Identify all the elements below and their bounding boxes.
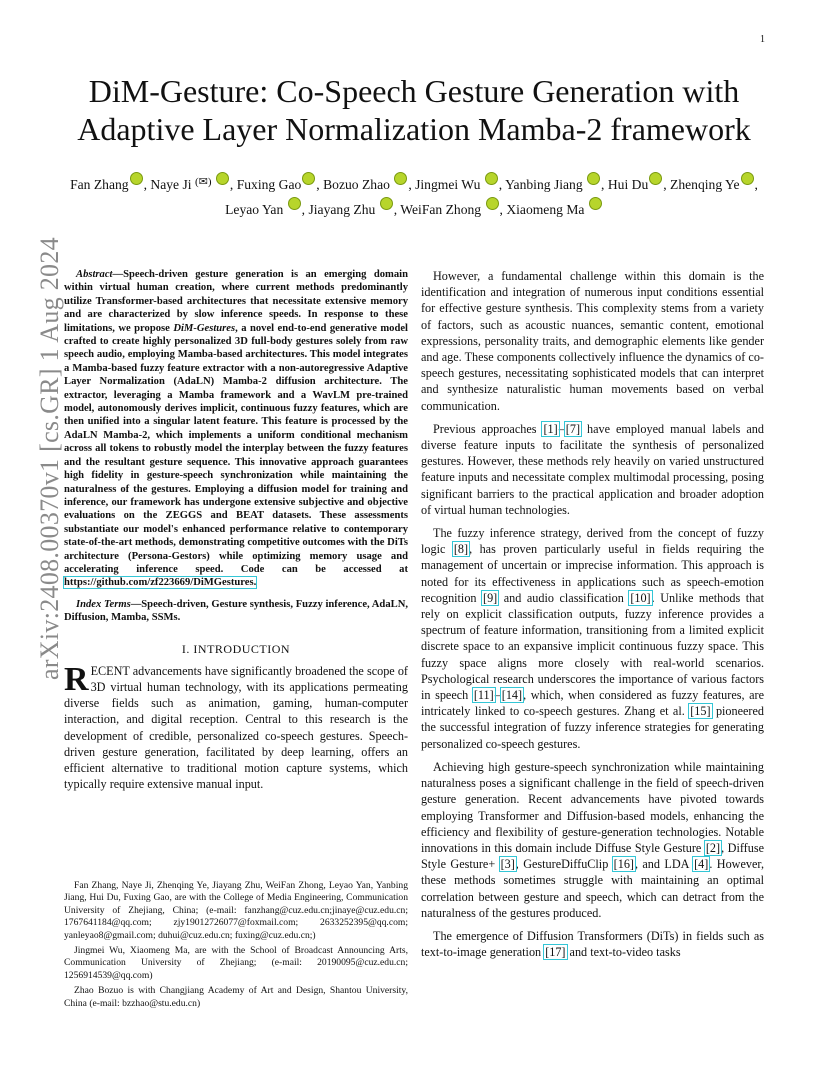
orcid-icon[interactable] [649, 172, 662, 185]
author-name: Xiaomeng Ma [506, 202, 585, 217]
paragraph: Previous approaches [1]–[7] have employed manual labels and diverse feature inputs to facilitate the synthesis of personalized gestures. However, these methods rely heavily on varied unstructured feature inputs and necessitate complex multimodal processing, posing significant barriers to the practical application and broader adoption of virtual human technologies. [421, 421, 764, 517]
citation-link[interactable]: [15] [690, 704, 711, 719]
orcid-icon[interactable] [589, 197, 602, 210]
arxiv-identifier[interactable]: arXiv:2408.00370v1 [cs.GR] 1 Aug 2024 [35, 237, 64, 680]
footnote: Fan Zhang, Naye Ji, Zhenqing Ye, Jiayang Zhu, WeiFan Zhong, Leyao Yan, Yanbing Jiang, Hui Du, Fuxing Gao, are with the College of Media Engineering, Communication University of Zhejiang, China; (e-mail: fanzhang@cuz.edu.cn;jinaye@cuz.edu.cn; 1767641184@qq.com; zjy19012726077@foxmail.com; 2633252395@qq.com; yanleyao8@gmail.com; duhui@cuz.edu.cn; fuxing@cuz.edu.cn;) [64, 880, 408, 941]
envelope-icon: (✉) [194, 176, 212, 188]
orcid-icon[interactable] [485, 172, 498, 185]
paper-title [60, 72, 768, 148]
orcid-icon[interactable] [130, 172, 143, 185]
title-line-1: DiM-Gesture: Co-Speech Gesture Generation with [88, 73, 740, 109]
author-name: Naye Ji [150, 177, 192, 192]
footnotes [64, 880, 408, 1013]
author-name: Yanbing Jiang [505, 177, 583, 192]
page-number: 1 [760, 34, 765, 45]
paragraph: The emergence of Diffusion Transformers (DiTs) in fields such as text-to-image generation [17] and text-to-video tasks [421, 928, 764, 960]
citation-link[interactable]: [1] [543, 421, 558, 436]
left-column [64, 268, 408, 799]
orcid-icon[interactable] [288, 197, 301, 210]
index-terms-label: Index Terms [76, 598, 131, 610]
citation-link[interactable]: [2] [705, 840, 721, 855]
title-line-2: Adaptive Layer Normalization Mamba-2 framework [77, 111, 751, 147]
author-name: Leyao Yan [225, 202, 284, 217]
citation-link[interactable]: [8] [453, 542, 469, 557]
citation-link[interactable]: [10] [630, 590, 651, 605]
intro-paragraph: RECENT advancements have significantly broadened the scope of 3D virtual human technology, with its applications permeating diverse fields such as animation, gaming, human-computer interaction, and digital reception. Central to this research is the development of credible, personalized co-speech gestures. Speech-driven gesture generation, facilitated by deep learning, offers an efficient alternative to traditional motion capture systems, which typically require extensive manual input. [64, 660, 408, 792]
section-title-introduction: I. INTRODUCTION [181, 641, 291, 656]
orcid-icon[interactable] [486, 197, 499, 210]
orcid-icon[interactable] [394, 172, 407, 185]
model-name: DiM-Gestures [173, 322, 236, 334]
index-terms: Index Terms—Speech-driven, Gesture synthesis, Fuzzy inference, AdaLN, Diffusion, Mamba, SSMs. [64, 598, 408, 624]
code-link[interactable]: https://github.com/zf223669/DiMGestures. [64, 577, 257, 589]
author-name: Hui Du [607, 177, 649, 192]
orcid-icon[interactable] [216, 172, 229, 185]
author-name: Fan Zhang [70, 177, 129, 192]
paragraph: However, a fundamental challenge within this domain is the identification and integration of numerous input conditions essential for effective gesture synthesis. This complexity stems from a variety of factors, such as acoustic nuances, semantic content, emotional expressions, personality traits, and demographic elements like gender and age. These components collectively influence the dynamics of co-speech gestures, necessitating sophisticated models that can interpret and synthesize naturalistic human movements based on verbal communication. [421, 269, 764, 413]
author-list: Fan Zhang , Naye Ji (✉) , Fuxing Gao , Bozuo Zhao , Jingmei Wu , Yanbing Jiang , Hui Du , Zhenqing Ye , Leyao Yan , Jiayang Zhu , WeiFan Zhong , Xiaomeng Ma [60, 170, 768, 222]
citation-link[interactable]: [9] [483, 590, 498, 605]
author-name: WeiFan Zhong [400, 202, 482, 217]
paragraph: Achieving high gesture-speech synchronization while maintaining naturalness poses a significant challenge in the field of speech-driven gesture generation. Recent advancements have pivoted towards employing Transformer and Diffusion-based models, enhancing the efficiency and flexibility of gesture-generation technologies. Notable innovations in this domain include Diffuse Style Gesture [2], Diffuse Style Gesture+ [3], GestureDiffuClip [16], and LDA [4]. However, these methods sometimes struggle with maintaining an optimal correlation between gesture and speech, which can detract from the naturalness of the gestures produced. [421, 759, 764, 920]
orcid-icon[interactable] [380, 197, 393, 210]
footnote: Zhao Bozuo is with Changjiang Academy of Art and Design, Shantou University, China (e-mail: bzzhao@stu.edu.cn) [64, 985, 408, 1009]
author-name: Bozuo Zhao [323, 177, 390, 192]
citation-link[interactable]: [17] [545, 945, 566, 960]
right-column [421, 268, 764, 967]
citation-link[interactable]: [3] [500, 857, 515, 872]
citation-link[interactable]: [16] [613, 857, 634, 872]
paragraph: The fuzzy inference strategy, derived from the concept of fuzzy logic [8], has proven particularly useful in fields requiring the management of uncertain or imprecise information. This approach is noted for its effectiveness in applications such as speech-emotion recognition [9] and audio classification [10]. Unlike methods that rely on explicit classification outputs, fuzzy inference provides a spectrum of feature information, transitioning from a limited explicit discrete space to an expansive implicit continuous fuzzy space. This fuzzy space aligns more closely with real-world scenarios. Psychological research underscores the importance of various factors in speech [11]–[14], which, when considered as fuzzy features, are intricately linked to co-speech gestures. Zhang et al. [15] pioneered the successful integration of fuzzy inference strategies for generating personalized co-speech gestures. [421, 526, 765, 751]
author-name: Jiayang Zhu [308, 202, 376, 217]
orcid-icon[interactable] [302, 172, 315, 185]
author-name: Fuxing Gao [236, 177, 302, 192]
footnote: Jingmei Wu, Xiaomeng Ma, are with the School of Broadcast Announcing Arts, Communication University of Zhejiang; (e-mail: 20190095@cuz.edu.cn; 1256914539@qq.com) [64, 945, 408, 981]
citation-link[interactable]: [7] [565, 421, 581, 436]
drop-cap: R [64, 660, 89, 698]
orcid-icon[interactable] [587, 172, 600, 185]
citation-link[interactable]: [4] [694, 857, 709, 872]
abstract-label: Abstract [76, 269, 113, 280]
orcid-icon[interactable] [741, 172, 754, 185]
citation-link[interactable]: [14] [501, 688, 523, 703]
author-name: Zhenqing Ye [670, 177, 740, 192]
citation-link[interactable]: [11] [473, 688, 494, 703]
abstract: Abstract—Speech-driven gesture generation is an emerging domain within virtual human creation, where current methods predominantly utilize Transformer-based architectures that necessitate extensive memory and are characterized by slow inference speeds. In response to these limitations, we propose DiM-Gestures, a novel end-to-end generative model crafted to create highly personalized 3D full-body gestures solely from raw speech audio, employing Mamba-based architectures. This model integrates a Mamba-based fuzzy feature extractor with a non-autoregressive Adaptive Layer Normalization (AdaLN) Mamba-2 diffusion architecture. The extractor, leveraging a Mamba framework and a WavLM pre-trained model, autonomously derives implicit, continuous fuzzy features, which are then unified into a singular latent feature. This feature is processed by the AdaLN Mamba-2, which implements a uniform conditional mechanism across all tokens to robustly model the interplay between the fuzzy features and the resultant gesture sequence. This innovative approach guarantees high fidelity in gesture-speech synchronization while maintaining the naturalness of the gestures. Employing a diffusion model for training and inference, our framework has undergone extensive subjective and objective evaluations on the ZEGGS and BEAT datasets. These assessments substantiate our model's enhanced performance relative to contemporary state-of-the-art methods, demonstrating competitive outcomes with the DiTs architecture (Persona-Gestors) while optimizing memory usage and accelerating inference speed. Code can be accessed at https://github.com/zf223669/DiMGestures. [64, 269, 408, 589]
author-name: Jingmei Wu [415, 177, 481, 192]
